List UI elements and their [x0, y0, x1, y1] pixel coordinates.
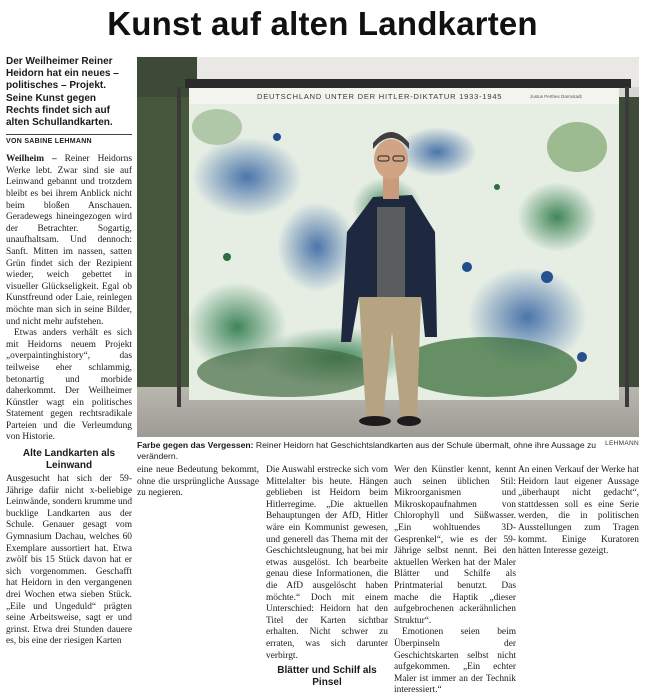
article-headline: Kunst auf alten Landkarten: [107, 5, 538, 42]
body-paragraph-6: Emotionen seien beim Überpinseln der Geschichtskarten selbst nicht aufgekommen. „Ein echter Maler ist immer an der Technik interessiert.“: [394, 627, 516, 696]
subheading-blaetter: Blätter und Schilf als Pinsel: [277, 665, 377, 689]
text-column-4: [394, 465, 516, 697]
article-photo: [137, 57, 639, 437]
dateline: Weilheim –: [6, 154, 57, 165]
map-title-text: DEUTSCHLAND UNTER DER HITLER-DIKTATUR 1933-1945: [257, 92, 503, 101]
body-paragraph-3-start: Ausgesucht hat sich der 59-Jährige dafür nicht x-beliebige Leinwände, sondern krumme und bucklige Landkarten aus der Schule. Genauer gesagt vom Gymnasium Dachau, welches 60 Exemplare aussortiert hat. Etwa zwölf bis 15 Stück davon hat er sich vorgenommen. Geschafft hat Heidorn in den vergangenen drei Wochen etwa sieben Stück. „Eile und Ungeduld“ prägten seine Arbeitsweise, sagt er und grinst. Etwa drei Stunden dauere es, bis eine der riesigen Karten: [6, 474, 133, 647]
byline: VON SABINE LEHMANN: [6, 138, 92, 146]
text-column-2: [137, 465, 259, 500]
article-intro: Der Weilheimer Reiner Heidorn hat ein neues – politisches – Projekt. Seine Kunst gegen Rechts findet sich auf alten Schullandkarten.: [6, 56, 119, 129]
body-paragraph-2: Etwas anders verhält es sich mit Heidorns neuem Projekt „overpaintinghistory“, das teilweise eher schlammig, betonartig und morbide daherkommt. Der Weilheimer Künstler wagt ein politisches Statement gegen rechtsradikale Parteien und die Verleumdung von Historie.: [6, 328, 132, 443]
caption-lead: Farbe gegen das Vergessen:: [137, 440, 254, 450]
body-paragraph-3-end: eine neue Bedeutung bekommt, ohne die ursprüngliche Aussage zu negieren.: [137, 465, 259, 499]
map-roller-bar: [185, 79, 631, 88]
map-publisher-text: Justus Perthes Darmstadt: [530, 94, 582, 99]
caption-text: Reiner Heidorn hat Geschichtslandkarten aus der Schule übermalt, ohne ihre Aussage zu verändern.: [137, 440, 597, 461]
byline-divider: [6, 134, 132, 135]
body-paragraph-7: An einen Verkauf der Werke hat Heidorn laut eigener Aussage „überhaupt nicht gedacht“, stattdessen soll es eine Serie werden, die in politischen Ausstellungen zum Tragen kommt. Einige Kuratoren hätten Interesse gezeigt.: [518, 465, 639, 557]
text-column-5: [518, 465, 639, 558]
body-paragraph-1: [6, 154, 132, 328]
body-paragraph-4: Die Auswahl erstrecke sich vom Mittelalter bis heute. Hängen geblieben ist Heidorn beim Hitlerregime. „Die aktuellen Behauptungen der AfD, Hitler wäre ein Kommunist gewesen, und generell das Thema mit der Geschichtsleugnung, hat bei mir etwas ausgelöst. Ich bearbeite genau diese Informationen, die die AfD ausgelöscht haben möchte.“ Doch mit einem Unterschied: Heidorn hat den Titel der Karten sichtbar erhalten. Nicht schwer zu erraten, was sich darunter verbirgt.: [266, 465, 388, 661]
body-paragraph-5: Wer den Künstler kennt, kennt auch seinen üblichen Stil: Mikroorganismen und Mikroskopaufnahmen von Chlorophyll und Süßwasser. „Ein wohltuendes 3D-Gesprenkel“, wie es der 59-Jährige selbst nennt. Bei den aktuellen Werken hat der Maler Blätter und Schilfe als Printmaterial benutzt. Das mache die Haptik „dieser aufgebrochenen ackerähnlichen Struktur“.: [394, 465, 516, 626]
body-paragraph-1-text: Reiner Heidorns Werke lebt. Zwar sind sie auf Leinwand gebannt und trotzdem bleibt es bei ihrem Anblick nicht beim bloßen Anschauen. Geradewegs hineingezogen wird der Betrachter. Sogartig, unaufhaltsam. Und dennoch: Sanft. Mitten im nassen, satten Grün findet sich der Rezipient wieder, weich gebettet in visueller Glückseligkeit. Egal ob Kunstfreund oder Laie, reinlegen möchte man sich in seine Bilder, und nicht mehr aufstehen.: [6, 154, 132, 327]
lead-column: [6, 56, 132, 648]
photo-caption: [137, 440, 607, 462]
text-column-3: [266, 465, 388, 691]
subheading-landkarten: Alte Landkarten als Leinwand: [22, 448, 116, 472]
photo-credit: LEHMANN: [605, 440, 639, 447]
